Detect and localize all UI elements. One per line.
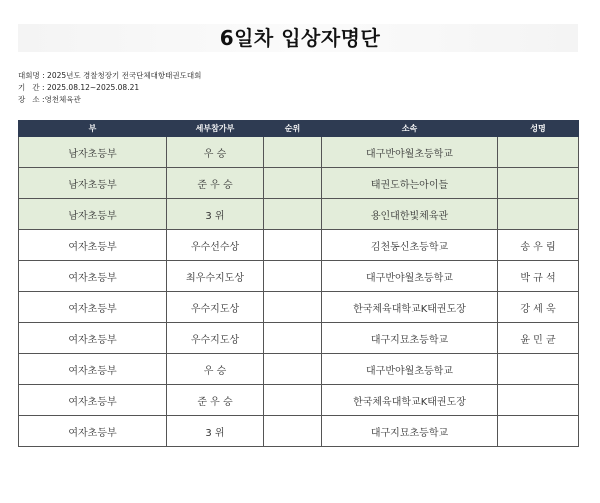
page-title: 6일차 입상자명단 [219,26,381,50]
cell-category: 우수선수상 [167,230,264,261]
cell-name [498,416,579,447]
cell-name [498,199,579,230]
cell-rank [264,416,322,447]
table-row [19,199,579,230]
cell-division: 여자초등부 [19,354,167,385]
cell-name: 윤 민 균 [498,323,579,354]
cell-affiliation: 한국체육대학교K태권도장 [322,292,498,323]
meta-competition [18,70,201,81]
cell-rank [264,230,322,261]
meta-value: : 2025년도 경찰청장기 전국단체대항태권도대회 [39,71,202,80]
table-row [19,385,579,416]
header-category: 세부참가부 [167,121,264,137]
cell-category: 우수지도상 [167,292,264,323]
meta-value: :영천체육관 [39,95,81,104]
cell-category: 3 위 [167,416,264,447]
cell-affiliation: 태권도하는아이들 [322,168,498,199]
cell-name [498,354,579,385]
meta-key: 기 간 [18,83,40,92]
cell-affiliation: 대구지묘초등학교 [322,416,498,447]
cell-category: 최우수지도상 [167,261,264,292]
cell-name: 송 우 림 [498,230,579,261]
cell-rank [264,261,322,292]
cell-category: 우수지도상 [167,323,264,354]
cell-rank [264,323,322,354]
table-row [19,292,579,323]
meta-venue [18,94,81,105]
cell-name [498,385,579,416]
cell-category: 우 승 [167,354,264,385]
table-header-row [19,121,579,137]
cell-rank [264,385,322,416]
cell-division: 여자초등부 [19,323,167,354]
cell-rank [264,354,322,385]
table-row [19,323,579,354]
cell-name [498,168,579,199]
cell-division: 남자초등부 [19,137,167,168]
cell-name: 박 규 석 [498,261,579,292]
cell-category: 준 우 승 [167,385,264,416]
cell-affiliation: 대구반야월초등학교 [322,261,498,292]
cell-affiliation: 한국체육대학교K태권도장 [322,385,498,416]
cell-rank [264,292,322,323]
header-name: 성명 [498,121,579,137]
cell-division: 여자초등부 [19,385,167,416]
cell-category: 준 우 승 [167,168,264,199]
table-row [19,137,579,168]
cell-name [498,137,579,168]
cell-division: 여자초등부 [19,416,167,447]
cell-division: 여자초등부 [19,261,167,292]
table-row [19,261,579,292]
meta-key: 장 소 [18,95,40,104]
table-row [19,416,579,447]
header-affiliation: 소속 [322,121,498,137]
table-row [19,230,579,261]
cell-name: 강 세 욱 [498,292,579,323]
cell-affiliation: 대구지묘초등학교 [322,323,498,354]
meta-key: 대회명 [18,71,40,80]
header-rank: 순위 [264,121,322,137]
cell-affiliation: 용인대한빛체육관 [322,199,498,230]
header-division: 부 [19,121,167,137]
meta-value: : 2025.08.12~2025.08.21 [39,83,140,92]
cell-division: 여자초등부 [19,230,167,261]
results-table [18,120,579,447]
cell-rank [264,168,322,199]
meta-period [18,82,139,93]
cell-affiliation: 김천동신초등학교 [322,230,498,261]
table-row [19,354,579,385]
table-row [19,168,579,199]
cell-affiliation: 대구반야월초등학교 [322,354,498,385]
cell-division: 남자초등부 [19,168,167,199]
cell-division: 여자초등부 [19,292,167,323]
cell-affiliation: 대구반야월초등학교 [322,137,498,168]
cell-category: 우 승 [167,137,264,168]
cell-rank [264,199,322,230]
cell-division: 남자초등부 [19,199,167,230]
cell-category: 3 위 [167,199,264,230]
cell-rank [264,137,322,168]
